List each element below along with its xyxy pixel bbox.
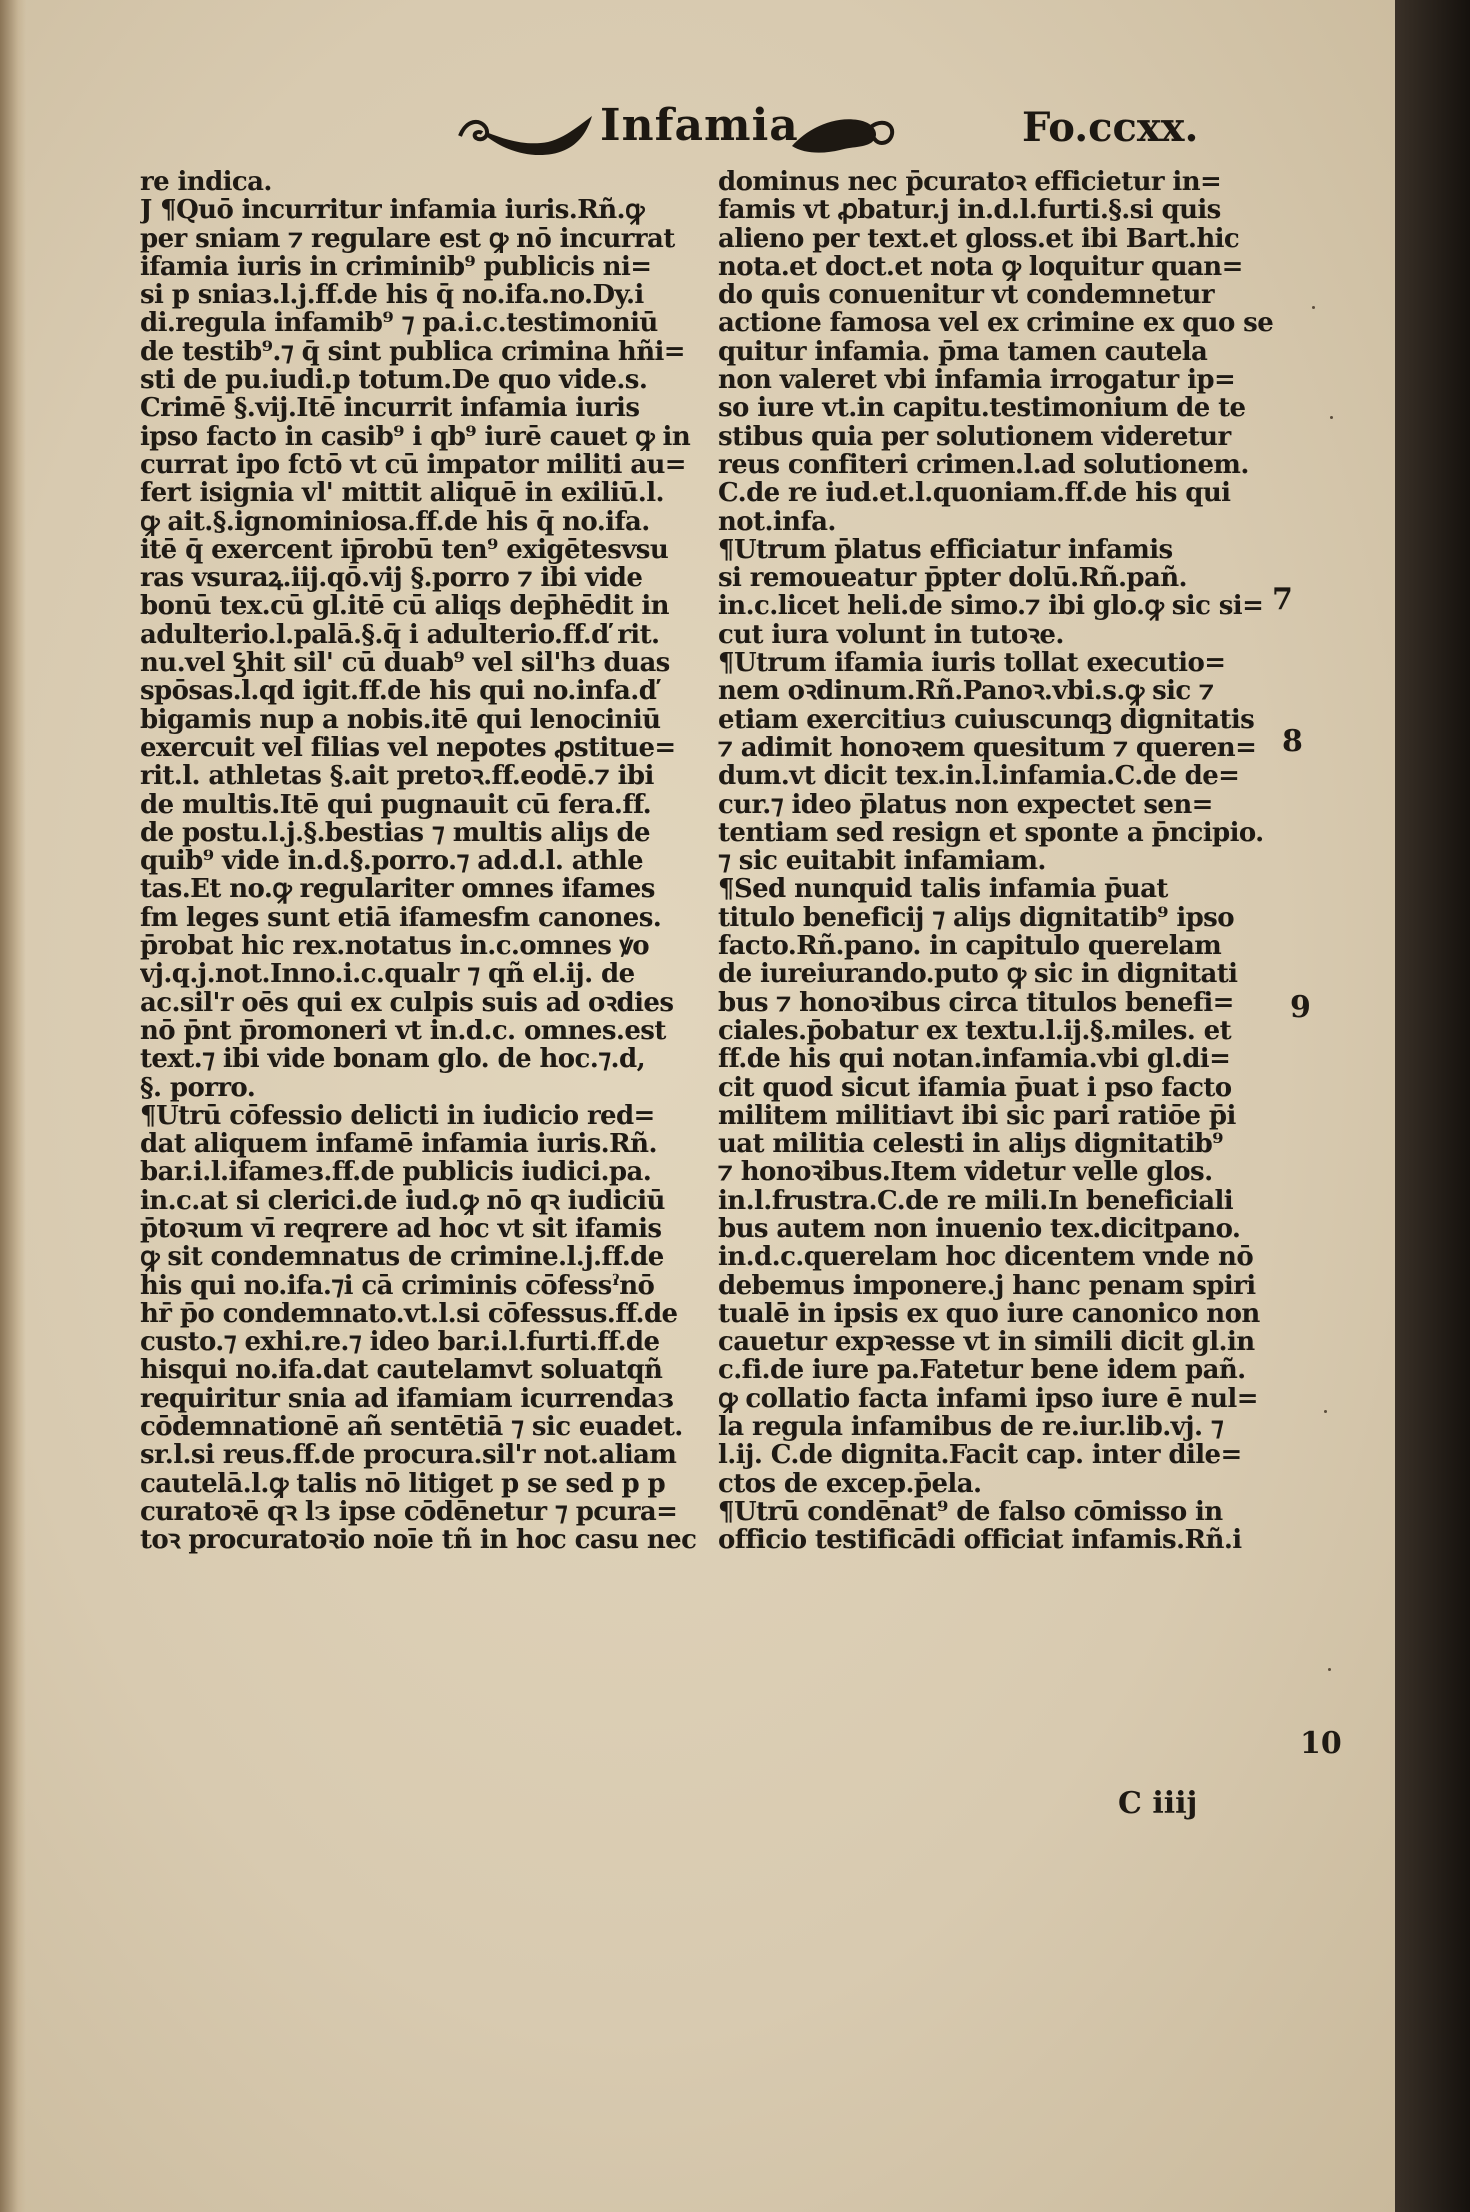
text-line: so iure vt.in capitu.testimonium de te — [718, 394, 1246, 423]
marginal-number-8: 8 — [1282, 724, 1303, 759]
text-line: dum.vt dicit tex.in.l.infamia.C.de de= — [718, 762, 1240, 791]
text-line: bigamis nup a nobis.itē qui lenociniū — [140, 705, 661, 734]
text-line: ciales.p̄obatur ex textu.l.ij.§.miles. et — [718, 1016, 1231, 1046]
text-line: cur.⁊ ideo p̄latus non expectet sen= — [718, 790, 1213, 819]
text-line: do quis conuenitur vt condemnetur — [718, 281, 1214, 310]
text-line: in.c.at si clerici.de iud.ꝙ nō qꝛ iudiciū — [140, 1186, 665, 1215]
text-line: fert isignia vl' mittit aliquē in exiliū.l. — [140, 479, 664, 508]
text-line: officio testificādi officiat infamis.Rñ.i — [718, 1526, 1242, 1555]
text-line: vj.q.j.not.Inno.i.c.qualr ⁊ qñ el.ij. de — [140, 960, 635, 989]
text-line: ifamia iuris in criminib⁹ publicis ni= — [140, 252, 652, 282]
text-line: hisqui no.ifa.dat cautelamvt soluatqñ — [140, 1356, 663, 1385]
text-line: cit quod sicut ifamia p̄uat i pso facto — [718, 1073, 1232, 1102]
text-line: his qui no.ifa.⁊i cā criminis cōfessˀnō — [140, 1271, 655, 1300]
text-line: Crimē §.vij.Itē incurrit infamia iuris — [140, 394, 640, 423]
text-line: famis vt ꝓbatur.j in.d.l.furti.§.si quis — [718, 196, 1221, 225]
text-line: p̄robat hic rex.notatus in.c.omnes ꝟo — [140, 932, 649, 961]
text-line: in.l.frustra.C.de re mili.In beneficiali — [718, 1186, 1233, 1215]
text-line: cautelā.l.ꝙ talis nō litiget p se sed p p — [140, 1469, 666, 1498]
text-line: not.infa. — [718, 507, 836, 536]
text-line: tas.Et no.ꝙ regulariter omnes ifames — [140, 875, 655, 904]
text-line: reus confiteri crimen.l.ad solutionem. — [718, 450, 1249, 480]
text-line: hr̄ p̄o condemnato.vt.l.si cōfessus.ff.de — [140, 1299, 678, 1329]
text-line: bar.i.l.ifameз.ff.de publicis iudici.pa. — [140, 1158, 652, 1187]
text-line: nem oꝛdinum.Rñ.Panoꝛ.vbi.s.ꝙ sic ⁊ — [718, 677, 1214, 706]
text-line: per sniam ⁊ regulare est ꝙ nō incurrat — [140, 224, 675, 253]
text-line: ¶Utrū condēnat⁹ de falso cōmisso in — [718, 1497, 1223, 1527]
text-line: itē q̄ exercent ip̄robū ten⁹ exigētesvsu — [140, 535, 669, 565]
text-line: dat aliquem infamē infamia iuris.Rñ. — [140, 1130, 657, 1159]
text-line: sr.l.si reus.ff.de procura.sil'r not.aliam — [140, 1441, 677, 1470]
text-line: quib⁹ vide in.d.§.porro.⁊ ad.d.l. athle — [140, 847, 643, 876]
text-line: cut iura volunt in tutoꝛe. — [718, 620, 1064, 650]
text-line: si p sniaз.l.j.ff.de his q̄ no.ifa.no.Dy.i — [140, 281, 644, 310]
text-line: tentiam sed resign et sponte a p̄ncipio. — [718, 818, 1264, 848]
text-line: ꝙ ait.§.ignominiosa.ff.de his q̄ no.ifa. — [140, 507, 650, 536]
text-line: re indica. — [140, 168, 272, 197]
text-line: ⁊ honoꝛibus.Item videtur velle glos. — [718, 1158, 1213, 1187]
text-line: nō p̄nt p̄romoneri vt in.d.c. omnes.est — [140, 1016, 666, 1046]
text-line: ipso facto in casib⁹ i qb⁹ iurē cauet ꝙ in — [140, 422, 691, 451]
text-line: in.d.c.querelam hoc dicentem vnde nō — [718, 1243, 1254, 1272]
text-line: debemus imponere.j hanc penam spiri — [718, 1271, 1256, 1300]
text-line: militem militiavt ibi sic pari ratiōe p̄i — [718, 1101, 1236, 1131]
text-line: cōdemnationē añ sentētiā ⁊ sic euadet. — [140, 1413, 683, 1442]
running-title: Infamia — [600, 100, 799, 151]
text-line: si remoueatur p̄pter dolū.Rñ.pañ. — [718, 564, 1187, 593]
text-line: nota.et doct.et nota ꝙ loquitur quan= — [718, 252, 1243, 282]
gutter-shadow — [0, 0, 26, 2212]
text-line: adulterio.l.palā.§.q̄ i adulterio.ff.ď rit. — [140, 620, 660, 650]
text-line: exercuit vel filias vel nepotes ꝓstitue= — [140, 733, 676, 763]
text-line: spōsas.l.qd igit.ff.de his qui no.infa.ď — [140, 677, 657, 706]
page-edge-shadow — [1395, 0, 1470, 2212]
text-line: la regula infamibus de re.iur.lib.vj. ⁊ — [718, 1413, 1224, 1442]
text-line: text.⁊ ibi vide bonam glo. de hoc.⁊.d, — [140, 1045, 646, 1074]
text-line: ⁊ sic euitabit infamiam. — [718, 847, 1046, 876]
text-line: toꝛ procuratoꝛio noīe tñ in hoc casu nec — [140, 1526, 697, 1555]
text-line: §. porro. — [140, 1073, 256, 1102]
text-line: ⁊ adimit honoꝛem quesitum ⁊ queren= — [718, 733, 1257, 763]
text-line: ¶Utrum p̄latus efficiatur infamis — [718, 535, 1173, 565]
text-line: de multis.Itē qui pugnauit cū fera.ff. — [140, 790, 652, 819]
text-line: de postu.l.j.§.bestias ⁊ multis aliȷs de — [140, 818, 650, 848]
text-line: requiritur snia ad ifamiam icurrendaз — [140, 1384, 674, 1414]
text-line: ac.sil'r oēs qui ex culpis suis ad oꝛdies — [140, 988, 674, 1017]
text-line: stibus quia per solutionem videretur — [718, 422, 1231, 451]
text-line: facto.Rñ.pano. in capitulo querelam — [718, 932, 1222, 961]
marginal-number-9: 9 — [1290, 990, 1311, 1025]
text-line: tualē in ipsis ex quo iure canonico non — [718, 1299, 1260, 1329]
text-line: ꝙ collatio facta infami ipso iure ē nul= — [718, 1384, 1258, 1414]
text-line: non valeret vbi infamia irrogatur ip= — [718, 366, 1236, 395]
text-column-left — [140, 168, 700, 1555]
paper-speck — [1330, 416, 1333, 419]
text-line: titulo beneficij ⁊ aliȷs dignitatib⁹ ipso — [718, 903, 1234, 933]
text-line: l.ij. C.de dignita.Facit cap. inter dile= — [718, 1441, 1242, 1470]
printers-ornament-right-icon — [788, 106, 898, 158]
text-line: ¶Utrum ifamia iuris tollat executio= — [718, 649, 1226, 678]
paper-speck — [1324, 1410, 1327, 1413]
text-line: alieno per text.et gloss.et ibi Bart.hic — [718, 224, 1240, 253]
text-line: di.regula infamib⁹ ⁊ pa.i.c.testimoniū — [140, 309, 658, 338]
text-line: in.c.licet heli.de simo.⁊ ibi glo.ꝙ sic si= — [718, 592, 1264, 621]
text-line: custo.⁊ exhi.re.⁊ ideo bar.i.l.furti.ff.de — [140, 1328, 660, 1357]
text-line: nu.vel ꝣhit sil' cū duab⁹ vel sil'hз duas — [140, 649, 670, 678]
text-line: cauetur expꝛesse vt in simili dicit gl.in — [718, 1328, 1255, 1357]
text-line: ¶Sed nunquid talis infamia p̄uat — [718, 875, 1168, 904]
text-line: de iureiurando.puto ꝙ sic in dignitati — [718, 960, 1238, 989]
text-line: c.fi.de iure pa.Fatetur bene idem pañ. — [718, 1356, 1246, 1385]
text-column-right — [718, 168, 1278, 1555]
marginal-number-7: 7 — [1272, 582, 1293, 617]
text-line: ras vsuraꝝ.iij.qō.vij §.porro ⁊ ibi vide — [140, 564, 643, 593]
text-line: currat ipo fctō vt cū impator militi au= — [140, 450, 686, 480]
paper-speck — [1312, 306, 1315, 309]
page-header — [0, 100, 1395, 170]
text-line: bonū tex.cū gl.itē cū aliqs dep̄hēdit in — [140, 592, 669, 621]
marginal-number-10: 10 — [1300, 1726, 1342, 1761]
text-line: curatoꝛē qꝛ lз ipse cōdēnetur ⁊ pcura= — [140, 1497, 678, 1527]
text-line: ff.de his qui notan.infamia.vbi gl.di= — [718, 1045, 1231, 1074]
text-line: ctos de excep.p̄ela. — [718, 1469, 982, 1498]
text-line: ꝙ sit condemnatus de crimine.l.j.ff.de — [140, 1243, 664, 1272]
text-line: ¶Utrū cōfessio delicti in iudicio red= — [140, 1101, 655, 1131]
text-line: fm leges sunt etiā ifamesfm canones. — [140, 903, 662, 933]
text-line: J ¶Quō incurritur infamia iuris.Rñ.ꝙ — [140, 196, 644, 225]
paper-speck — [1328, 1668, 1331, 1671]
text-line: bus autem non inuenio tex.dicitpano. — [718, 1214, 1241, 1244]
text-line: sti de pu.iudi.p totum.De quo vide.s. — [140, 366, 648, 395]
signature-mark: C iiij — [1118, 1786, 1198, 1821]
text-line: dominus nec p̄curatoꝛ efficietur in= — [718, 168, 1222, 197]
text-line: rit.l. athletas §.ait pretoꝛ.ff.eodē.⁊ ibi — [140, 762, 654, 791]
printers-ornament-left-icon — [456, 106, 596, 158]
text-line: p̄toꝛum vī reqrere ad hoc vt sit ifamis — [140, 1214, 662, 1244]
text-line: quitur infamia. p̄ma tamen cautela — [718, 337, 1208, 367]
text-line: etiam exercitiuз cuiuscunqꝫ dignitatis — [718, 705, 1255, 734]
text-line: actione famosa vel ex crimine ex quo se — [718, 309, 1274, 338]
text-line: uat militia celesti in aliȷs dignitatib⁹ — [718, 1130, 1223, 1159]
text-line: de testib⁹.⁊ q̄ sint publica crimina hñi= — [140, 337, 685, 367]
folio-number: Fo.ccxx. — [1022, 104, 1199, 151]
text-line: C.de re iud.et.l.quoniam.ff.de his qui — [718, 479, 1231, 508]
text-line: bus ⁊ honoꝛibus circa titulos benefi= — [718, 988, 1234, 1017]
